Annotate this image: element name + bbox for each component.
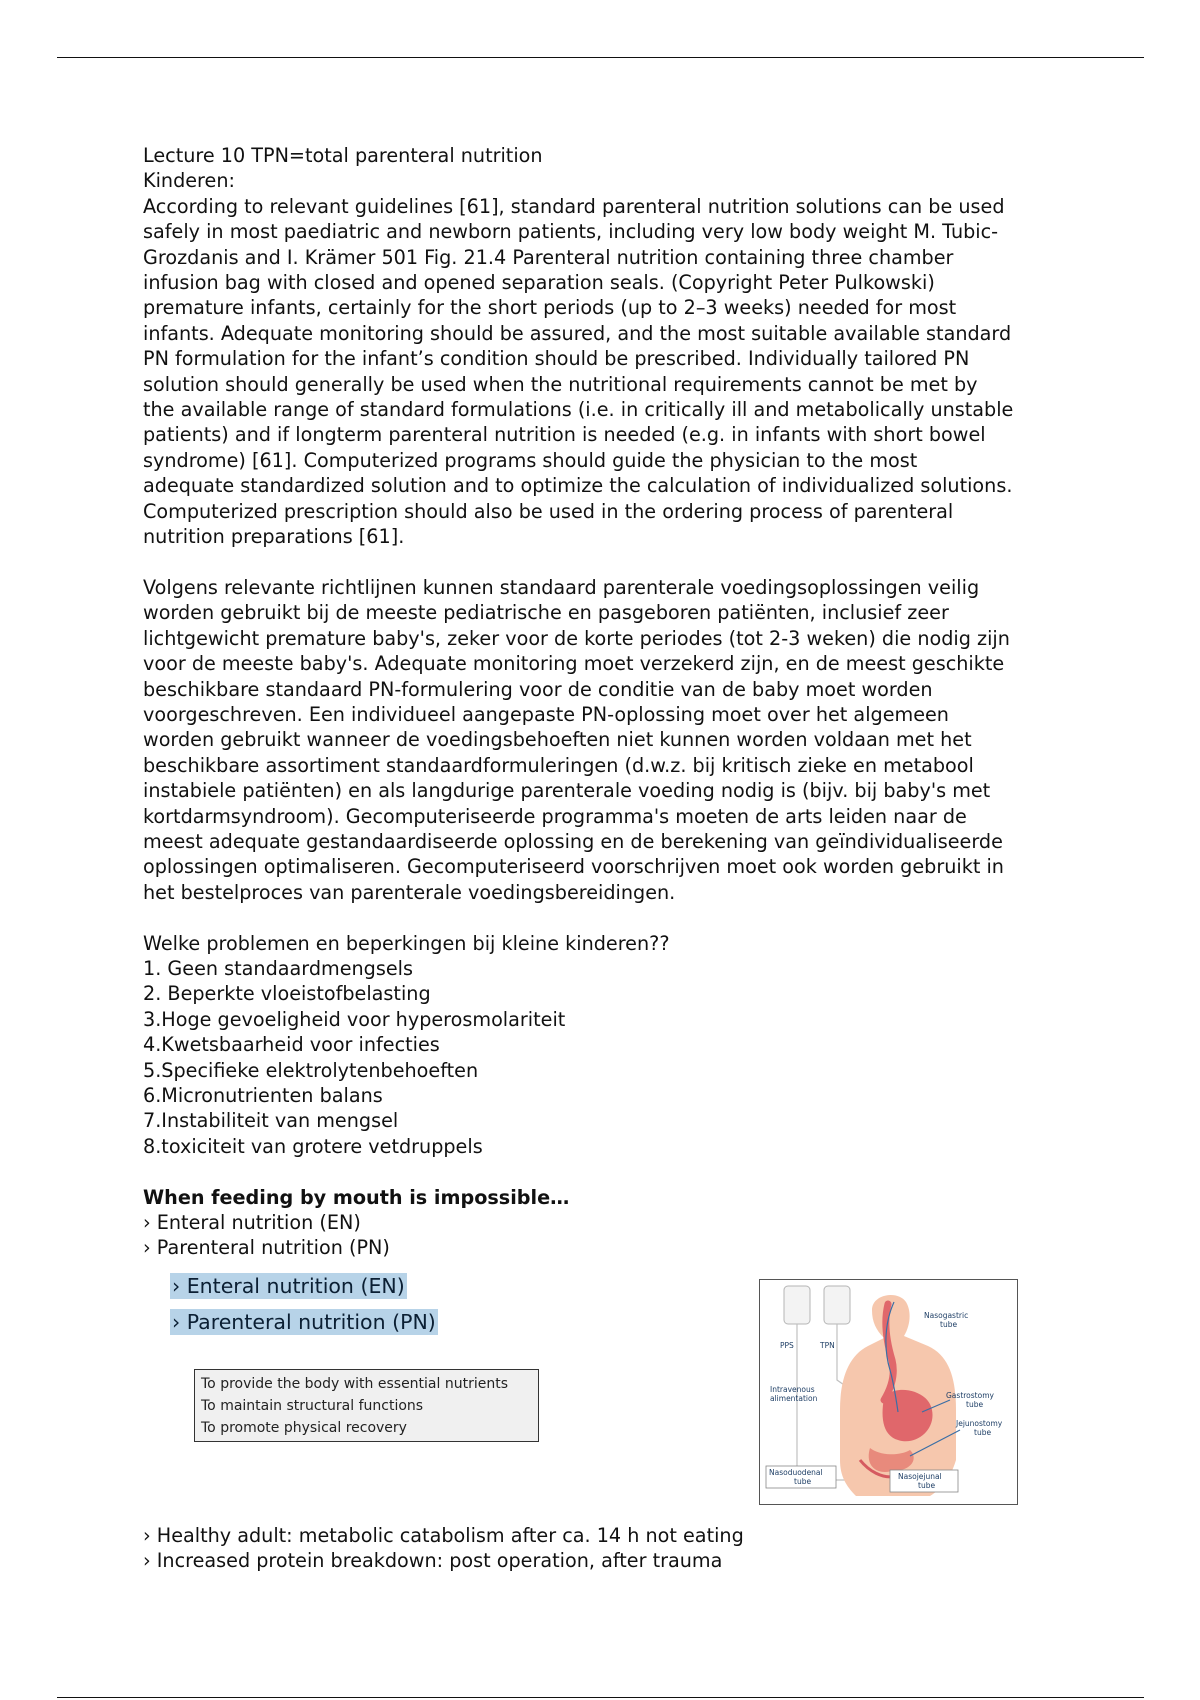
bottom-rule <box>57 1697 1144 1698</box>
paragraph-line: According to relevant guidelines [61], standard parenteral nutrition solutions can be used <box>143 194 1005 218</box>
paragraph-line: infants. Adequate monitoring should be assured, and the most suitable available standard <box>143 321 1012 345</box>
paragraph-line: oplossingen optimaliseren. Gecomputeriseerd voorschrijven moet ook worden gebruikt in <box>143 855 1004 879</box>
list-item: 6.Micronutrienten balans <box>143 1084 383 1107</box>
paragraph-line: Grozdanis and I. Krämer 501 Fig. 21.4 Parenteral nutrition containing three chamber <box>143 245 954 269</box>
paragraph-line: kortdarmsyndroom). Gecomputeriseerde programma's moeten de arts leiden naar de <box>143 804 967 828</box>
diagram-label: Nasogastric <box>924 1310 969 1320</box>
diagram-label: PPS <box>780 1340 794 1350</box>
dutch-paragraph <box>143 575 1073 905</box>
paragraph-line: het bestelproces van parenterale voedingsbereidingen. <box>143 880 676 904</box>
diagram-label: Intravenous <box>770 1384 815 1394</box>
paragraph-line: nutrition preparations [61]. <box>143 525 405 549</box>
list-item: 1. Geen standaardmengsels <box>143 956 413 980</box>
diagram-label: tube <box>794 1476 812 1486</box>
paragraph-line: premature infants, certainly for the short periods (up to 2–3 weeks) needed for most <box>143 296 957 320</box>
document-body <box>143 143 1073 1574</box>
diagram-label: tube <box>918 1480 936 1490</box>
diagram-label: tube <box>966 1399 984 1409</box>
paragraph-line: solution should generally be used when the nutritional requirements cannot be met by <box>143 372 978 396</box>
list-item: 4.Kwetsbaarheid voor infecties <box>143 1033 440 1057</box>
diagram-label: alimentation <box>770 1393 818 1403</box>
diagram-label: Jejunostomy <box>956 1418 1003 1428</box>
paragraph-line: patients) and if longterm parenteral nutrition is needed (e.g. in infants with short bowel <box>143 423 986 447</box>
list-item: 7.Instabiliteit van mengsel <box>143 1109 399 1133</box>
list-item: › Healthy adult: metabolic catabolism after ca. 14 h not eating <box>143 1523 744 1547</box>
paragraph-line: meest adequate gestandaardiseerde oplossing en de berekening van geïndividualiseerde <box>143 829 1003 853</box>
diagram-label: tube <box>940 1319 958 1329</box>
paragraph-line: worden gebruikt wanneer de voedingsbehoeften niet kunnen worden voldaan met het <box>143 728 972 752</box>
lecture-title: Lecture 10 TPN=total parenteral nutrition <box>143 144 543 167</box>
pps-bag-icon <box>784 1286 810 1324</box>
paragraph-line: syndrome) [61]. Computerized programs should guide the physician to the most <box>143 448 918 472</box>
problems-list <box>143 956 1073 1159</box>
problems-heading: Welke problemen en beperkingen bij kleine kinderen?? <box>143 931 670 955</box>
spacer <box>143 1159 1073 1184</box>
paragraph-line: beschikbare standaard PN-formulering voor de conditie van de baby moet worden <box>143 677 933 701</box>
highlight-enteral: › Enteral nutrition (EN) <box>172 1273 405 1298</box>
list-item: 2. Beperkte vloeistofbelasting <box>143 982 431 1006</box>
diagram-label: tube <box>974 1427 992 1437</box>
paragraph-line: instabiele patiënten) en als langdurige parenterale voeding nodig is (bijv. bij baby's met <box>143 779 991 803</box>
paragraph-line: safely in most paediatric and newborn patients, including very low body weight M. Tubic- <box>143 220 999 244</box>
box-line: To promote physical recovery <box>201 1419 407 1436</box>
diagram-label: Nasoduodenal <box>769 1467 823 1477</box>
diagram-label: Nasojejunal <box>898 1471 942 1481</box>
paragraph-line: Computerized prescription should also be used in the ordering process of parenteral <box>143 499 954 523</box>
list-item: 3.Hoge gevoeligheid voor hyperosmolariteit <box>143 1007 566 1031</box>
feeding-routes-diagram <box>759 1279 1018 1505</box>
section-label: Kinderen: <box>143 169 235 193</box>
list-item: › Enteral nutrition (EN) <box>143 1211 361 1235</box>
english-paragraph <box>143 194 1073 550</box>
top-rule <box>57 57 1144 58</box>
paragraph-line: infusion bag with closed and opened separation seals. (Copyright Peter Pulkowski) <box>143 271 935 295</box>
paragraph-line: voor de meeste baby's. Adequate monitoring moet verzekerd zijn, en de meest geschikte <box>143 652 1005 676</box>
paragraph-line: adequate standardized solution and to optimize the calculation of individualized solutions. <box>143 474 1013 498</box>
paragraph-line: worden gebruikt bij de meeste pediatrische en pasgeboren patiënten, inclusief zeer <box>143 601 949 625</box>
spacer <box>143 905 1073 930</box>
diagram-label: Gastrostomy <box>946 1390 994 1400</box>
diagram-label: TPN <box>820 1340 835 1350</box>
spacer <box>143 550 1073 575</box>
paragraph-line: PN formulation for the infant’s condition should be prescribed. Individually tailored PN <box>143 347 970 371</box>
paragraph-line: beschikbare assortiment standaardformuleringen (d.w.z. bij kritisch zieke en metabool <box>143 753 974 777</box>
list-item: 5.Specifieke elektrolytenbehoeften <box>143 1058 479 1082</box>
paragraph-line: lichtgewicht premature baby's, zeker voor de korte periodes (tot 2-3 weken) die nodig zijn <box>143 626 1010 650</box>
paragraph-line: voorgeschreven. Een individueel aangepaste PN-oplossing moet over het algemeen <box>143 702 949 726</box>
list-item: 8.toxiciteit van grotere vetdruppels <box>143 1134 483 1158</box>
box-line: To provide the body with essential nutrients <box>201 1375 509 1392</box>
paragraph-line: the available range of standard formulations (i.e. in critically ill and metabolically unstable <box>143 398 1014 422</box>
highlight-parenteral: › Parenteral nutrition (PN) <box>172 1309 436 1334</box>
anatomy-illustration <box>760 1280 1017 1504</box>
slide-figure <box>143 1273 1073 1523</box>
tpn-bag-icon <box>824 1286 850 1324</box>
list-item: › Increased protein breakdown: post operation, after trauma <box>143 1549 723 1573</box>
paragraph-line: Volgens relevante richtlijnen kunnen standaard parenterale voedingsoplossingen veilig <box>143 575 980 599</box>
feeding-heading: When feeding by mouth is impossible… <box>143 1185 570 1209</box>
purpose-box <box>194 1369 539 1442</box>
list-item: › Parenteral nutrition (PN) <box>143 1236 390 1260</box>
box-line: To maintain structural functions <box>201 1397 424 1414</box>
